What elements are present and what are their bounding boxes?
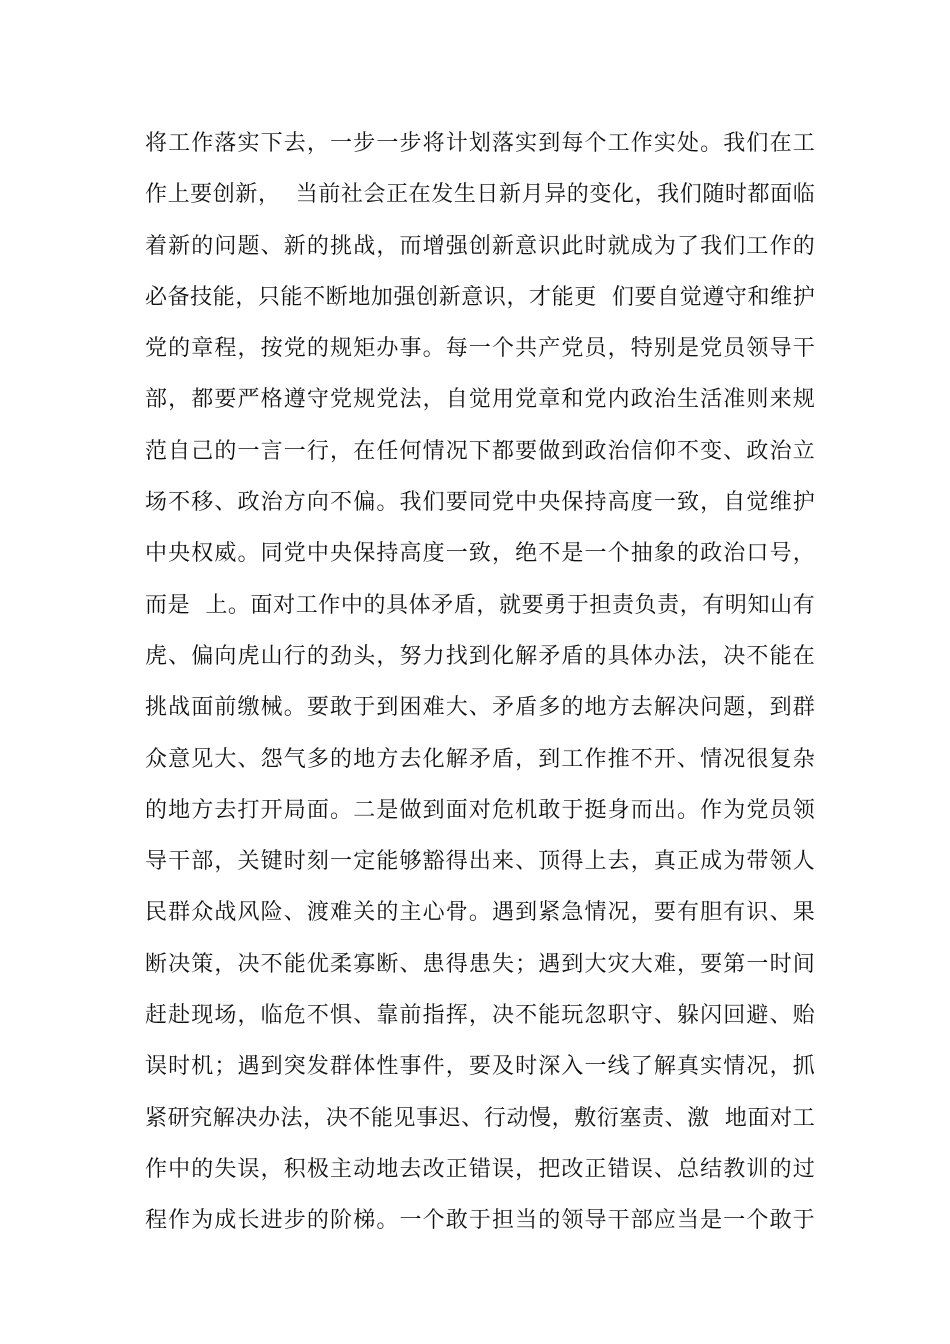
text-line: 断决策，决不能优柔寡断、患得患失；遇到大灾大难，要第一时间	[145, 951, 815, 977]
body-text	[145, 118, 815, 1247]
text-line: 必备技能，只能不断地加强创新意识，才能更 们要自觉遵守和维护	[145, 284, 815, 310]
text-line: 着新的问题、新的挑战，而增强创新意识此时就成为了我们工作的	[145, 233, 815, 259]
text-line: 众意见大、怨气多的地方去化解矛盾，到工作推不开、情况很复杂	[145, 746, 815, 772]
text-line: 部，都要严格遵守党规党法，自觉用党章和党内政治生活准则来规	[145, 387, 815, 413]
text-line: 作上要创新， 当前社会正在发生日新月异的变化，我们随时都面临	[145, 182, 815, 208]
text-line: 挑战面前缴械。要敢于到困难大、矛盾多的地方去解决问题，到群	[145, 695, 815, 721]
text-line: 误时机；遇到突发群体性事件，要及时深入一线了解真实情况，抓	[145, 1054, 815, 1080]
text-line: 民群众战风险、渡难关的主心骨。遇到紧急情况，要有胆有识、果	[145, 900, 815, 926]
text-line: 而是 上。面对工作中的具体矛盾，就要勇于担责负责，有明知山有	[145, 592, 815, 618]
text-line: 导干部，关键时刻一定能够豁得出来、顶得上去，真正成为带领人	[145, 849, 815, 875]
text-line: 程作为成长进步的阶梯。一个敢于担当的领导干部应当是一个敢于	[145, 1208, 815, 1234]
text-line: 中央权威。同党中央保持高度一致，绝不是一个抽象的政治口号，	[145, 541, 815, 567]
text-line: 虎、偏向虎山行的劲头，努力找到化解矛盾的具体办法，决不能在	[145, 643, 815, 669]
text-line: 赶赴现场，临危不惧、靠前指挥，决不能玩忽职守、躲闪回避、贻	[145, 1003, 815, 1029]
text-line: 将工作落实下去，一步一步将计划落实到每个工作实处。我们在工	[145, 131, 815, 156]
text-line: 党的章程，按党的规矩办事。每一个共产党员，特别是党员领导干	[145, 336, 815, 362]
text-line: 作中的失误，积极主动地去改正错误，把改正错误、总结教训的过	[145, 1156, 815, 1182]
text-line: 范自己的一言一行，在任何情况下都要做到政治信仰不变、政治立	[145, 438, 815, 464]
text-line: 的地方去打开局面。二是做到面对危机敢于挺身而出。作为党员领	[145, 797, 815, 823]
text-line: 场不移、政治方向不偏。我们要同党中央保持高度一致，自觉维护	[145, 490, 815, 516]
text-line: 紧研究解决办法，决不能见事迟、行动慢，敷衍塞责、激 地面对工	[145, 1105, 815, 1131]
